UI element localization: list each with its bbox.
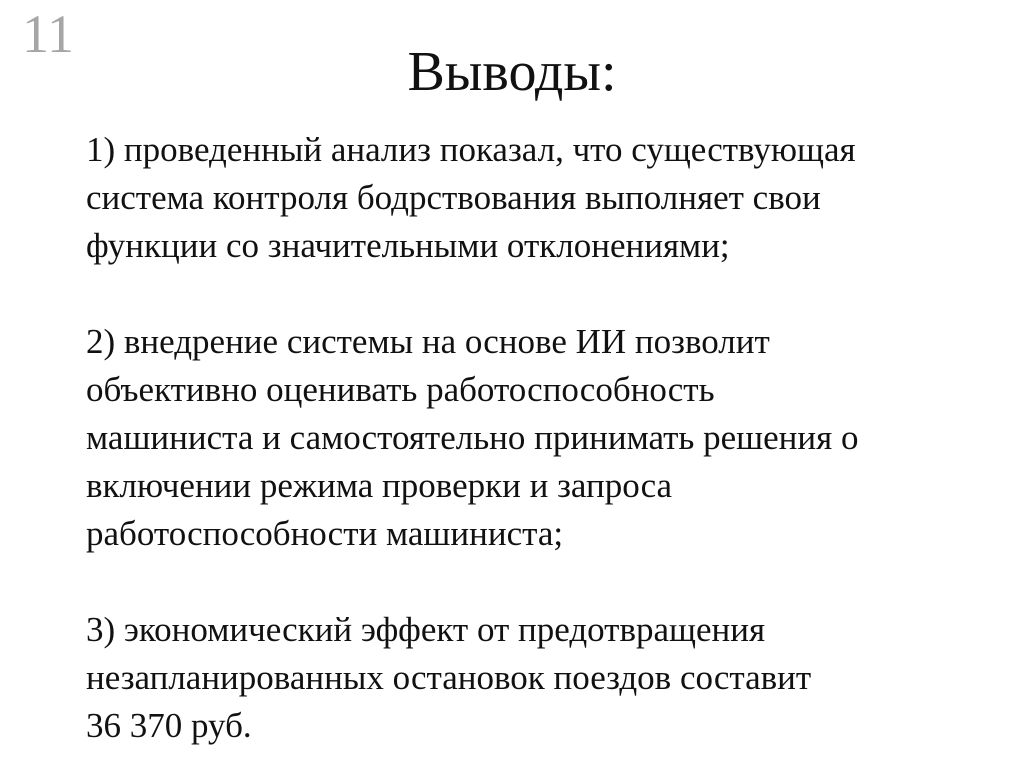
conclusion-2-line-2: объективно оценивать работоспособность (86, 370, 715, 409)
conclusion-item-2 (86, 318, 986, 558)
slide-title: Выводы: (407, 41, 617, 103)
conclusion-3-line-3: 36 370 руб. (86, 706, 252, 745)
conclusions-list (86, 126, 986, 750)
conclusion-1-line-2: система контроля бодрствования выполняет свои (86, 178, 821, 217)
conclusion-1-line-3: функции со значительными отклонениями; (86, 226, 730, 265)
conclusion-2-line-1: 2) внедрение системы на основе ИИ позволит (86, 322, 770, 361)
conclusion-2-line-5: работоспособности машиниста; (86, 514, 564, 553)
conclusion-1-line-1: 1) проведенный анализ показал, что существующая (86, 130, 856, 169)
conclusion-3-line-1: 3) экономический эффект от предотвращения (86, 610, 766, 649)
conclusion-2-line-4: включении режима проверки и запроса (86, 466, 673, 505)
conclusion-item-3 (86, 606, 986, 750)
slide-number: 11 (22, 4, 74, 64)
conclusion-item-1 (86, 126, 986, 270)
conclusion-2-line-3: машиниста и самостоятельно принимать решения о (86, 418, 859, 457)
conclusion-3-line-2: незапланированных остановок поездов составит (86, 658, 812, 697)
